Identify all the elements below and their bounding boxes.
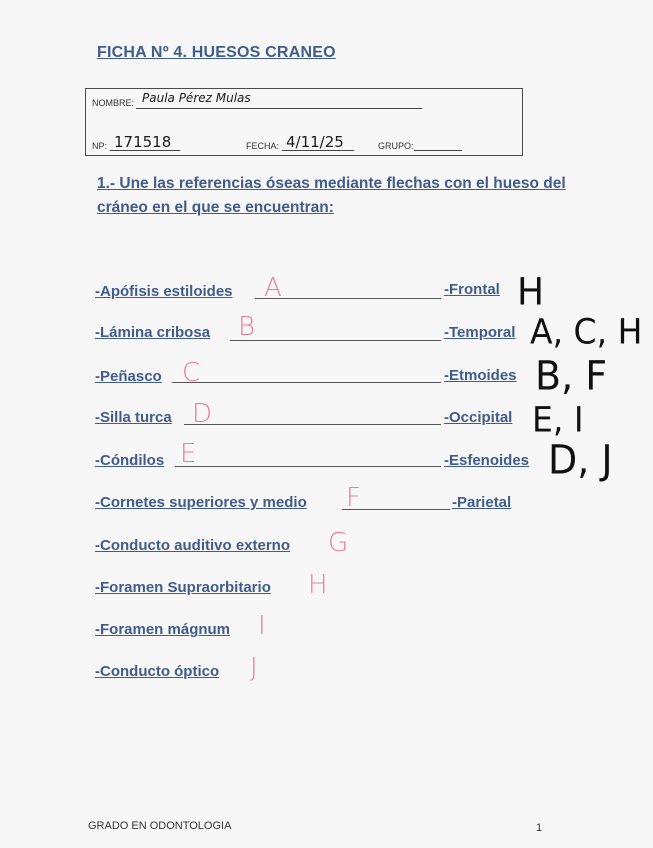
connector-line <box>255 298 441 299</box>
connector-line <box>184 424 441 425</box>
bone-answer: E, I <box>532 399 584 440</box>
reference-item: -Foramen Supraorbitario <box>95 579 271 596</box>
page-number: 1 <box>536 822 543 834</box>
date-label: FECHA: <box>246 141 280 151</box>
connector-line <box>230 340 441 341</box>
reference-letter: D <box>192 399 213 429</box>
reference-item: -Foramen mágnum <box>95 621 231 638</box>
bone-item: -Parietal <box>452 494 512 511</box>
reference-item: -Cornetes superiores y medio <box>95 494 307 511</box>
reference-item: -Conducto auditivo externo <box>95 537 290 554</box>
reference-letter: E <box>180 439 197 469</box>
bone-item: -Esfenoides <box>444 452 530 469</box>
reference-item: -Silla turca <box>95 409 172 426</box>
reference-item: -Apófisis estiloides <box>95 283 233 300</box>
reference-letter: F <box>346 483 361 513</box>
reference-item: -Lámina cribosa <box>95 324 211 341</box>
bone-answer: A, C, H <box>530 311 643 352</box>
reference-letter: G <box>328 528 349 558</box>
student-info-box <box>85 88 523 156</box>
bone-answer: H <box>517 270 545 314</box>
np-value: 171518 <box>114 133 172 151</box>
bone-answer: B, F <box>535 352 608 400</box>
reference-item: -Cóndilos <box>95 452 165 469</box>
reference-letter: J <box>250 653 258 683</box>
name-line <box>136 108 422 109</box>
bone-item: -Occipital <box>444 409 513 426</box>
worksheet-title: FICHA Nº 4. HUESOS CRANEO <box>97 44 336 61</box>
reference-item: -Peñasco <box>95 368 162 385</box>
bone-item: -Temporal <box>444 324 516 341</box>
np-label: NP: <box>92 141 108 151</box>
reference-letter: C <box>182 358 201 388</box>
footer-text: GRADO EN ODONTOLOGIA <box>88 820 232 832</box>
reference-letter: A <box>264 273 282 303</box>
bone-answer: D, J <box>548 436 613 484</box>
bone-item: -Etmoides <box>444 367 517 384</box>
reference-letter: B <box>238 312 256 342</box>
name-label: NOMBRE: <box>92 98 135 108</box>
group-label: GRUPO: <box>378 141 414 151</box>
name-value: Paula Pérez Mulas <box>142 91 251 105</box>
group-line <box>414 150 462 151</box>
connector-line <box>175 466 441 467</box>
reference-item: -Conducto óptico <box>95 663 220 680</box>
bone-item: -Frontal <box>444 281 500 298</box>
reference-letter: I <box>258 611 266 641</box>
date-value: 4/11/25 <box>286 133 344 151</box>
connector-line <box>172 382 441 383</box>
question-text: 1.- Une las referencias óseas mediante flechas con el hueso del cráneo en el que se encuentran: <box>97 175 566 216</box>
reference-letter: H <box>308 570 328 600</box>
